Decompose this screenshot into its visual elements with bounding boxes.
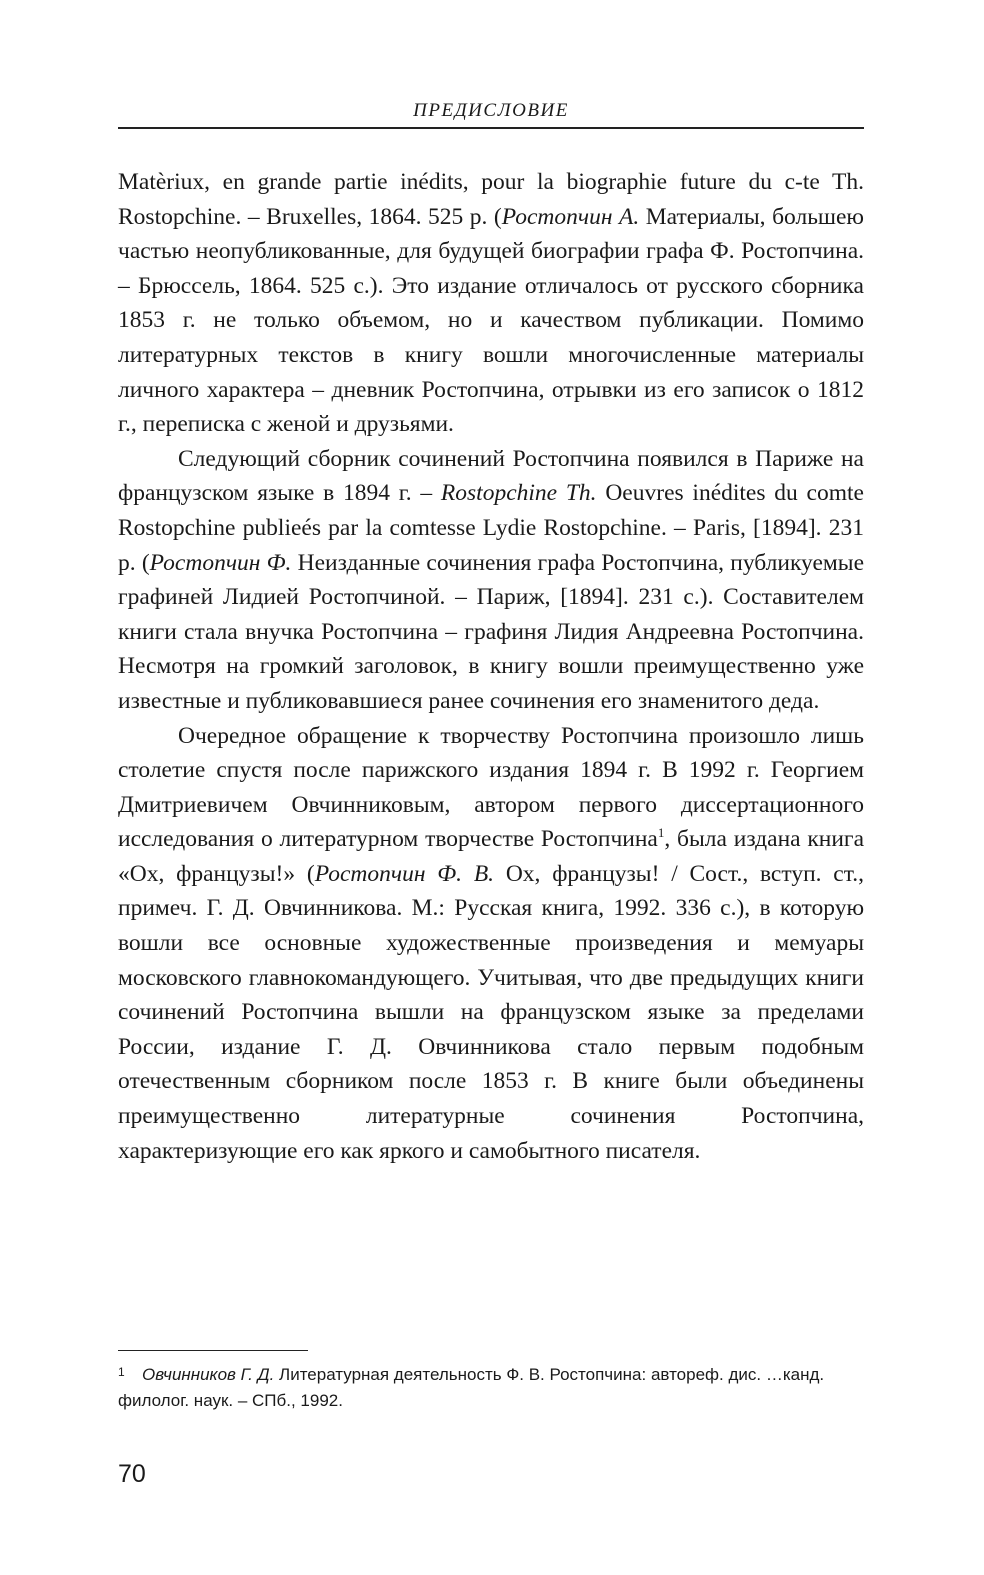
paragraph-3: Очередное обращение к творчеству Ростопчина произошло лишь столетие спустя после парижского издания 1894 г. В 1992 г. Георгием Дмитриевичем Овчинниковым, автором первого диссертационного исследования о литературном творчестве Ростопчина$^1$, была издана книга «Ох, французы!» (Ростопчин Ф. В. Ох, французы! / Сост., вступ. ст., примеч. Г. Д. Овчинникова. М.: Русская книга, 1992. 336 с.), в которую вошли все основные художественные произведения и мемуары московского главнокомандующего. Учитывая, что две предыдущих книги сочинений Ростопчина вышли на французском языке за пределами России, издание Г. Д. Овчинникова стало первым подобным отечественным сборником после 1853 г. В книге были объединены преимущественно литературные сочинения Ростопчина, характеризующие его как яркого и самобытного писателя. <box>118 722 865 1164</box>
author-ref: Ростопчин Ф. В. <box>314 860 495 887</box>
footnote <box>118 1362 864 1414</box>
author-ref: Ростопчин А. <box>501 203 640 230</box>
author-ref: Ростопчин Ф. <box>149 549 292 576</box>
footnote-text: Литературная деятельность Ф. В. Ростопчина: автореф. дис. …канд. филолог. наук. – СПб., 1992. <box>118 1365 825 1410</box>
footnote-marker: 1 <box>118 1365 125 1379</box>
running-title: ПРЕДИСЛОВИЕ <box>413 100 569 121</box>
footnote-reference[interactable]: 1 <box>657 825 665 841</box>
author-ref: Rostopchine Th. <box>440 480 597 507</box>
paragraph-2: Следующий сборник сочинений Ростопчина появился в Париже на французском языке в 1894 г. – Rostopchine Th. Oeuvres inédites du comte Rostopchine publieés par la comtesse Lydie Rostopchine. – Paris, [1894]. 231 p. (Ростопчин Ф. Неизданные сочинения графа Ростопчина, публикуемые графиней Лидией Ростопчиной. – Париж, [1894]. 231 с.). Составителем книги стала внучка Ростопчина – графиня Лидия Андреевна Ростопчина. Несмотря на громкий заголовок, в книгу вошли преимущественно уже известные и публиковавшиеся ранее сочинения его знаменитого деда. <box>118 445 864 714</box>
main-text <box>118 165 864 1168</box>
page-number: 70 <box>118 1460 146 1488</box>
header-rule <box>118 127 864 129</box>
paragraph-1: Matèriux, en grande partie inédits, pour la biographie future du c-te Th. Rostopchine. – Bruxelles, 1864. 525 p. (Ростопчин А. Материалы, большею частью неопубликованные, для будущей биографии графа Ф. Ростопчина. – Брюссель, 1864. 525 с.). Это издание отличалось от русского сборника 1853 г. не только объемом, но и качеством публикации. Помимо литературных текстов в книгу вошли многочисленные материалы личного характера – дневник Ростопчина, отрывки из его записок о 1812 г., переписка с женой и друзьями. <box>118 169 864 438</box>
footnote-rule <box>118 1350 308 1351</box>
footnote-author: Овчинников Г. Д. <box>142 1365 275 1384</box>
